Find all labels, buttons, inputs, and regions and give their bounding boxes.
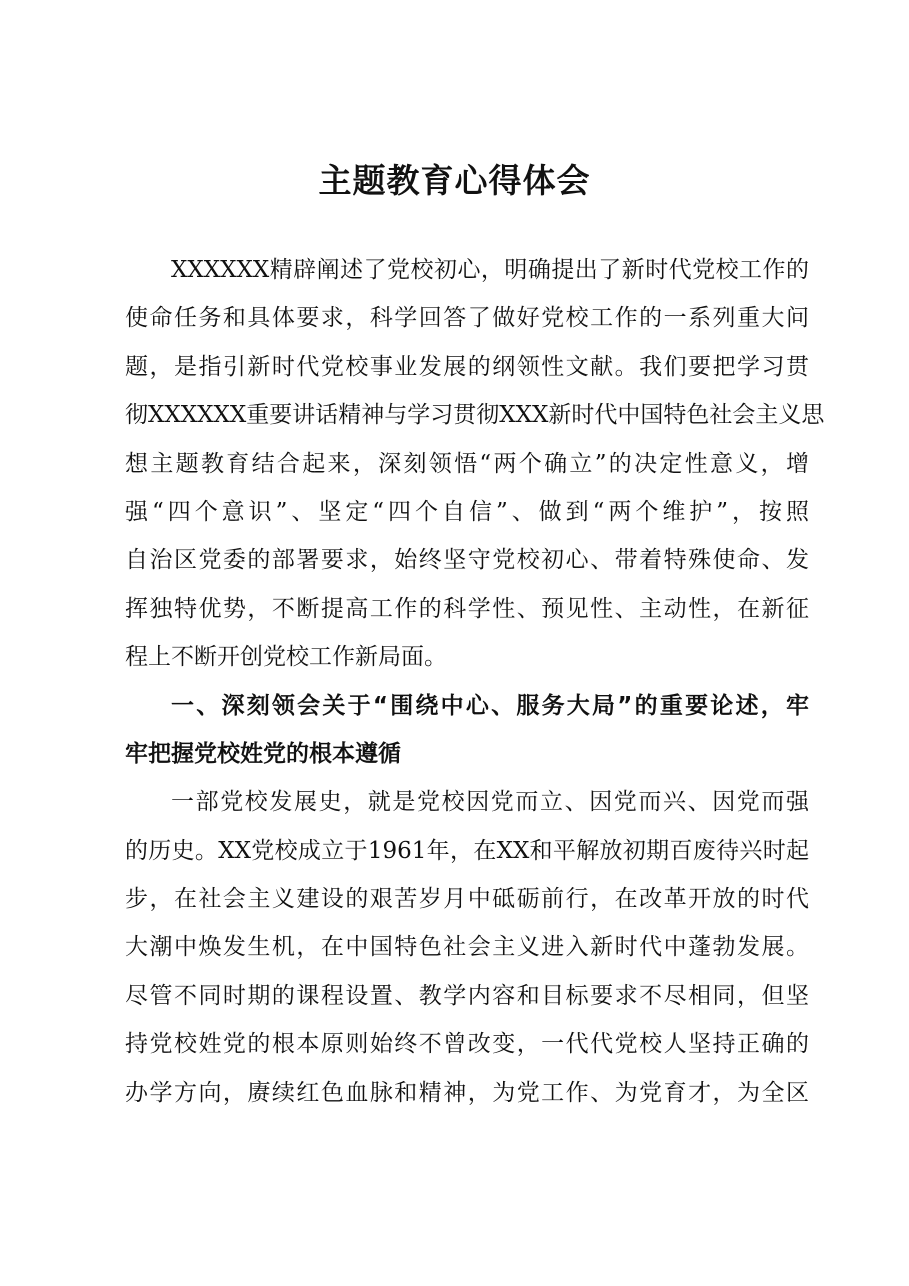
heading-line: 牢把握党校姓党的根本遵循 <box>125 740 401 767</box>
paragraph-1 <box>125 246 825 682</box>
paragraph-line: 持党校姓党的根本原则始终不曾改变，一代代党校人坚持正确的 <box>125 1031 809 1058</box>
paragraph-line: 挥独特优势，不断提高工作的科学性、预见性、主动性，在新征 <box>125 595 809 622</box>
document-body <box>125 246 825 1117</box>
paragraph-line: 步，在社会主义建设的艰苦岁月中砥砺前行，在改革开放的时代 <box>125 886 809 913</box>
paragraph-line: 强“四个意识”、坚定“四个自信”、做到“两个维护”，按照 <box>125 498 809 525</box>
paragraph-line: 办学方向，赓续红色血脉和精神，为党工作、为党育才，为全区 <box>125 1079 809 1106</box>
paragraph-2 <box>125 778 809 1117</box>
paragraph-line: 尽管不同时期的课程设置、教学内容和目标要求不尽相同，但坚 <box>125 982 809 1009</box>
paragraph-line: 使命任务和具体要求，科学回答了做好党校工作的一系列重大问 <box>125 305 809 332</box>
document-title: 主题教育心得体会 <box>318 161 591 200</box>
paragraph-line: 自治区党委的部署要求，始终坚守党校初心、带着特殊使命、发 <box>125 547 809 574</box>
paragraph-line: 的历史。XX党校成立于1961年，在XX和平解放初期百废待兴时起 <box>125 837 809 864</box>
heading-line: 一、深刻领会关于“围绕中心、服务大局”的重要论述，牢 <box>171 692 809 719</box>
paragraph-line: 大潮中焕发生机，在中国特色社会主义进入新时代中蓬勃发展。 <box>125 934 809 961</box>
paragraph-line: 彻XXXXXX重要讲话精神与学习贯彻XXX新时代中国特色社会主义思 <box>125 402 825 429</box>
paragraph-line: 想主题教育结合起来，深刻领悟“两个确立”的决定性意义，增 <box>125 450 809 477</box>
paragraph-line: 一部党校发展史，就是党校因党而立、因党而兴、因党而强 <box>171 789 809 816</box>
paragraph-line: XXXXXX精辟阐述了党校初心，明确提出了新时代党校工作的 <box>171 257 809 283</box>
paragraph-line: 题，是指引新时代党校事业发展的纲领性文献。我们要把学习贯 <box>125 353 809 380</box>
section-heading-1 <box>125 682 809 779</box>
paragraph-line: 程上不断开创党校工作新局面。 <box>125 644 447 671</box>
